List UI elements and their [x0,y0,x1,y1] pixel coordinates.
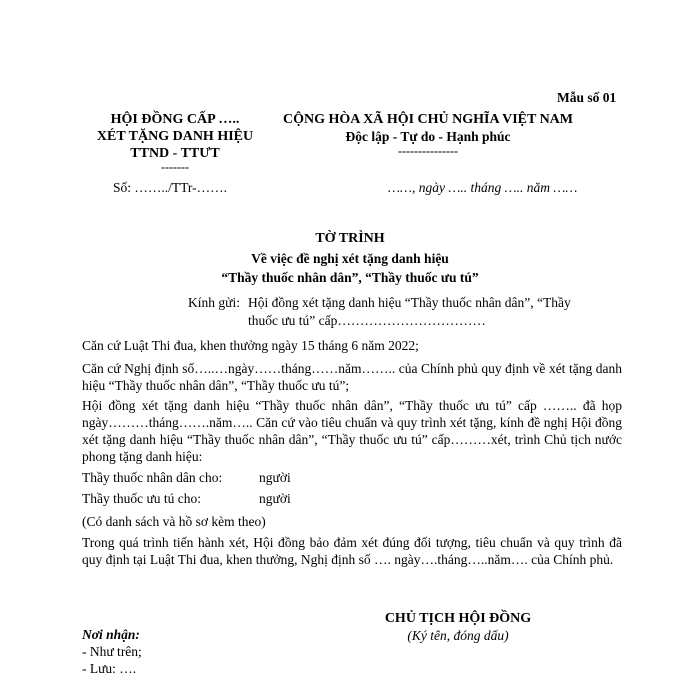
council-name-line3: TTND - TTƯT [130,146,220,161]
subject-line-1: Về việc đề nghị xét tặng danh hiệu [251,251,449,266]
council-name-line2: XÉT TẶNG DANH HIỆU [96,129,254,144]
right-header-divider: --------------- [398,144,458,158]
paragraph-commitment: Trong quá trình tiến hành xét, Hội đồng bảo đảm xét đúng đối tượng, tiêu chuẩn và quy trình đã quy định tại Luật Thi đua, khen thưởng, Nghị định số …. ngày….tháng…..năm…. của Chính phủ. [82,535,622,567]
recipients-item: - Lưu: …. [82,661,137,676]
paragraph-proposal: Hội đồng xét tặng danh hiệu “Thầy thuốc nhân dân”, “Thầy thuốc ưu tú” cấp …….. đã họp ngày………tháng…….năm….. Căn cứ vào tiêu chuẩn và quy trình xét tặng, kính đề nghị Hội đồng xét tặng danh hiệu “Thầy thuốc nhân dân”, “Thầy thuốc ưu tú” cấp………xét, trình Chủ tịch nước phong tặng danh hiệu: [82,398,622,464]
paragraph-legal-basis-2: Căn cứ Nghị định số…..…ngày……tháng……năm…….. của Chính phủ quy định về xét tặng danh hiệu “Thầy thuốc nhân dân”, “Thầy thuốc ưu tú”; [82,361,622,393]
recipient-line-2: thuốc ưu tú” cấp…………………………… [248,313,486,328]
council-name-line1: HỘI ĐỒNG CẤP ….. [110,112,240,127]
signature-note: (Ký tên, đóng dấu) [407,628,509,643]
award-people-doctor-unit: người [259,470,291,485]
signature-title: CHỦ TỊCH HỘI ĐỒNG [384,611,532,626]
recipient-label: Kính gửi: [188,295,240,310]
date-line: ……, ngày ….. tháng ….. năm …… [388,180,578,195]
award-people-doctor-label: Thầy thuốc nhân dân cho: [82,470,223,485]
recipient-line-1: Hội đồng xét tặng danh hiệu “Thầy thuốc nhân dân”, “Thầy [248,295,571,310]
national-title: CỘNG HÒA XÃ HỘI CHỦ NGHĨA VIỆT NAM [282,112,573,127]
award-excellent-doctor-label: Thầy thuốc ưu tú cho: [82,491,202,506]
paragraph-legal-basis-1: Căn cứ Luật Thi đua, khen thưởng ngày 15 tháng 6 năm 2022; [82,338,419,353]
document-title: TỜ TRÌNH [315,231,385,246]
left-header-divider: ------- [161,160,189,174]
national-motto: Độc lập - Tự do - Hạnh phúc [345,129,511,144]
recipients-item: - Như trên; [82,644,142,659]
recipients-title: Nơi nhận: [82,627,140,642]
document-number: Số: ……../TTr-……. [113,180,227,195]
paragraph-attachment-note: (Có danh sách và hồ sơ kèm theo) [82,514,266,529]
form-number: Mẫu số 01 [557,90,617,105]
award-excellent-doctor-unit: người [259,491,291,506]
subject-line-2: “Thầy thuốc nhân dân”, “Thầy thuốc ưu tú” [221,270,479,285]
